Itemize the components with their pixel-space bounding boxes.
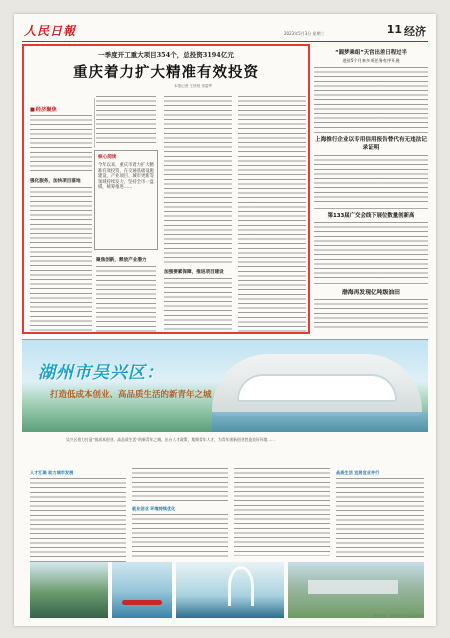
story1-body — [314, 67, 428, 129]
lead-column-2 — [96, 96, 156, 146]
divider — [314, 208, 428, 209]
body-text — [164, 96, 232, 266]
lead-column-1 — [30, 96, 92, 332]
lead-subhead-2: 聚焦创新，释放产业潜力 — [96, 258, 147, 263]
feature-subhead-2: 就业创业 环境持续优化 — [132, 506, 176, 511]
lead-subhead-1: 强化服务，加快项目落地 — [30, 179, 81, 184]
newspaper-logo[interactable]: 人民日報 — [24, 24, 77, 38]
body-text — [336, 478, 424, 558]
lead-tag: ■ 经济聚焦 — [30, 106, 57, 113]
feature-column-4 — [336, 468, 424, 560]
body-text — [96, 96, 156, 144]
dateline: 2023年5月3日 星期三 — [284, 31, 325, 36]
river — [212, 412, 428, 432]
body-text — [164, 278, 232, 330]
body-text — [234, 468, 330, 556]
body-text — [132, 468, 228, 504]
column-divider — [94, 98, 95, 148]
right-news-column — [314, 44, 428, 334]
photo-credit: 图片来源：湖州市吴兴区委宣传部 — [373, 614, 424, 618]
feature-subhead-1: 人才汇聚 助力城市发展 — [30, 470, 74, 475]
page-number: 11 — [386, 23, 402, 36]
lead-subhead-3: 加强要素保障，推进项目建设 — [164, 270, 224, 275]
lead-byline: 本报记者 王欣悦 常碧罗 — [174, 84, 213, 88]
feature-subhead-3: 品质生活 宜居宜业并行 — [336, 470, 380, 475]
story1-headline[interactable]: “圆梦乘组”天宫出差日程过半 — [335, 50, 407, 56]
lead-column-2-lower — [96, 254, 156, 332]
feature-intro: 吴兴区着力打造“低成本创业、高品质生活”的新青年之城，出台人才政策，集聚青年人才，为青年创新创业营造良好环境…… — [66, 437, 275, 442]
feature-column-3 — [234, 468, 330, 560]
photo-water-sports — [112, 562, 172, 618]
story2-body — [314, 155, 428, 205]
feature-column-2 — [132, 468, 228, 560]
lead-column-3 — [164, 96, 232, 332]
lead-story-highlighted[interactable] — [22, 44, 310, 334]
divider — [314, 283, 428, 284]
body-text — [30, 115, 92, 175]
feature-section — [22, 339, 428, 619]
lead-kicker: 一季度开工重大项目354个，总投资3194亿元 — [98, 51, 234, 59]
feature-banner-image — [22, 340, 428, 432]
landmark-building — [237, 374, 397, 402]
section-title: 经济 — [404, 25, 426, 38]
feature-title[interactable]: 湖州市吴兴区： — [38, 363, 164, 383]
newspaper-page — [14, 14, 436, 626]
lead-column-4 — [238, 96, 306, 332]
story1-subheadline: 进驻5个月来多项任务有序开展 — [342, 58, 400, 63]
body-text — [30, 478, 126, 562]
masthead — [22, 20, 428, 42]
body-text — [132, 514, 228, 558]
divider — [314, 132, 428, 133]
core-reading-box — [94, 150, 158, 250]
box-title: 核心阅读 — [98, 155, 117, 160]
photo-aerial-city — [288, 562, 424, 618]
photo-forest-lake — [30, 562, 108, 618]
body-text — [30, 187, 92, 332]
story3-body — [314, 222, 428, 280]
story4-headline[interactable]: 渤海再发现亿吨级油田 — [342, 289, 400, 296]
lead-headline[interactable]: 重庆着力扩大精准有效投资 — [73, 65, 259, 81]
body-text — [96, 266, 156, 332]
story3-headline[interactable]: 第133届广交会线下展位数量创新高 — [327, 213, 415, 220]
photo-fountain — [176, 562, 284, 618]
body-text — [238, 96, 306, 332]
box-text: 今年以来，重庆市着力扩大精准有效投资，在交通基础设施建设、产业项目、城市更新等领域持续发力，坚持全市一盘棋，统筹推进…… — [98, 163, 154, 191]
story4-body — [314, 299, 428, 329]
feature-photo-strip — [22, 562, 428, 618]
story2-headline[interactable]: 上海推行企业以专用信用报告替代有无违法记录证明 — [315, 136, 427, 151]
feature-subtitle: 打造低成本创业、高品质生活的新青年之城 — [50, 390, 212, 400]
feature-column-1 — [30, 468, 126, 560]
